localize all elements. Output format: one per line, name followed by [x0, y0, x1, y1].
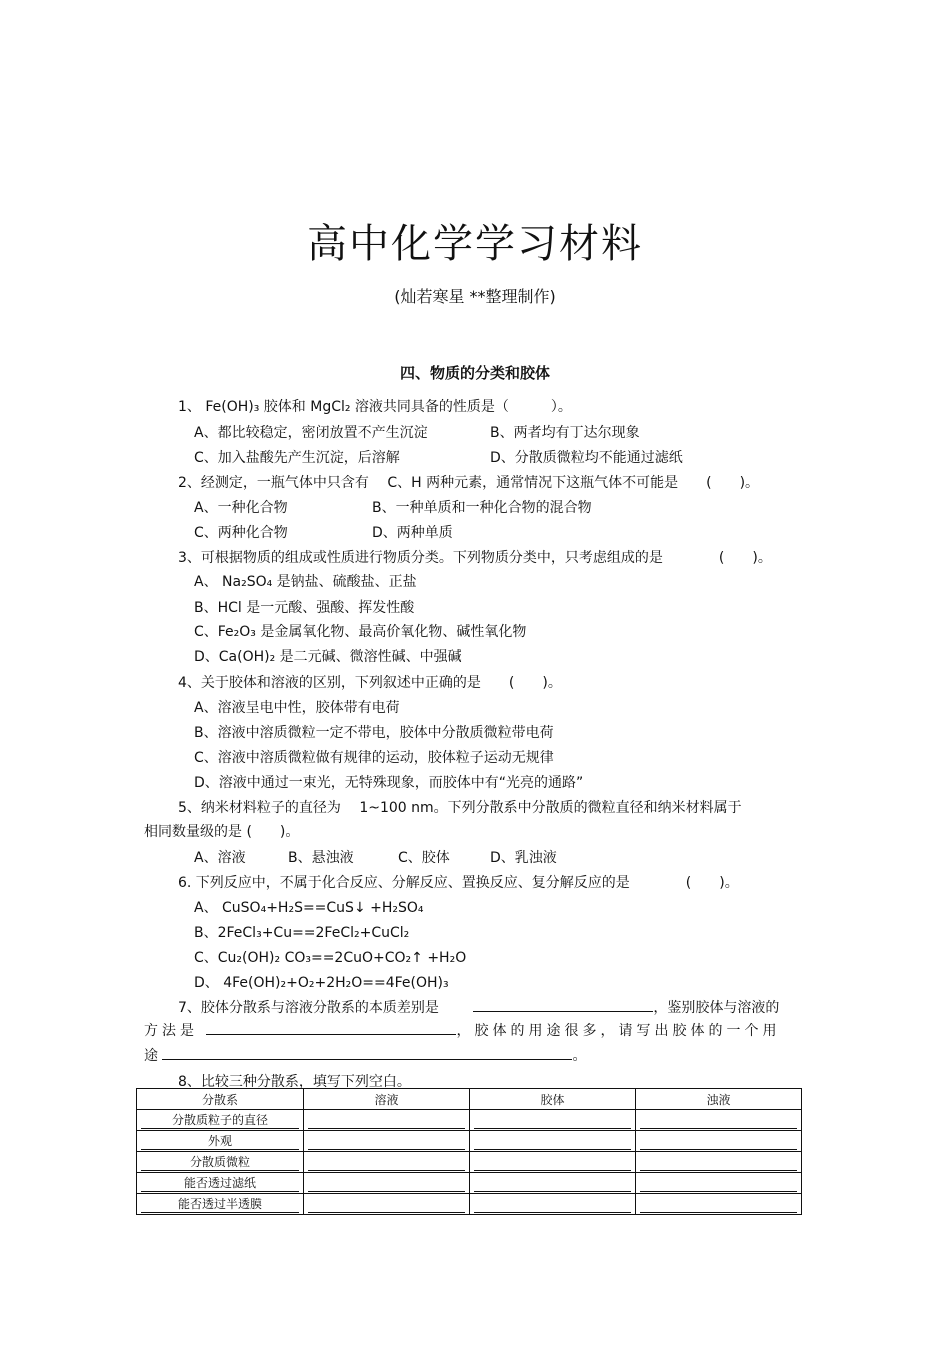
- q3-option-a: A、 Na₂SO₄ 是钠盐、硫酸盐、正盐: [194, 574, 417, 590]
- q3-option-d: D、Ca(OH)₂ 是二元碱、微溶性碱、中强碱: [194, 649, 462, 665]
- q6-option-b: B、2FeCl₃+Cu==2FeCl₂+CuCl₂: [194, 925, 410, 941]
- table-answer-cell[interactable]: [636, 1173, 802, 1194]
- q5-stem-continued: 相同数量级的是 ( )。: [144, 824, 300, 840]
- q7-blank-2[interactable]: [206, 1020, 456, 1035]
- q4-stem: 4、关于胶体和溶液的区别，下列叙述中正确的是 ( )。: [178, 675, 562, 691]
- q2-option-d: D、两种单质: [372, 525, 453, 541]
- table-answer-cell[interactable]: [636, 1110, 802, 1131]
- q1-option-d: D、分散质微粒均不能通过滤纸: [490, 450, 683, 466]
- table-row: [137, 1110, 802, 1131]
- q6-option-d: D、 4Fe(OH)₂+O₂+2H₂O==4Fe(OH)₃: [194, 975, 449, 991]
- q4-option-a: A、溶液呈电中性，胶体带有电荷: [194, 700, 400, 716]
- q7-text-5: 途: [144, 1048, 158, 1064]
- q6-option-c: C、Cu₂(OH)₂ CO₃==2CuO+CO₂↑ +H₂O: [194, 950, 467, 966]
- q4-option-c: C、溶液中溶质微粒做有规律的运动，胶体粒子运动无规律: [194, 750, 554, 766]
- q1-option-a: A、都比较稳定，密闭放置不产生沉淀: [194, 425, 428, 441]
- table-answer-cell[interactable]: [304, 1152, 470, 1173]
- dispersion-comparison-table: [136, 1088, 802, 1215]
- q7-text-3: 方法是: [144, 1023, 198, 1039]
- q7-text-6: 。: [572, 1048, 587, 1064]
- table-answer-cell[interactable]: [304, 1131, 470, 1152]
- q7-blank-3[interactable]: [162, 1045, 572, 1060]
- table-answer-cell[interactable]: [636, 1194, 802, 1215]
- table-row: [137, 1131, 802, 1152]
- q3-stem: 3、可根据物质的组成或性质进行物质分类。下列物质分类中，只考虑组成的是 ( )。: [178, 550, 772, 566]
- table-header-cell: 浊液: [636, 1089, 802, 1110]
- page-title: 高中化学学习材料: [307, 221, 643, 267]
- table-answer-cell[interactable]: [636, 1152, 802, 1173]
- table-header-cell: 胶体: [470, 1089, 636, 1110]
- table-header-cell: 溶液: [304, 1089, 470, 1110]
- table-row-label: 分散质微粒: [137, 1152, 304, 1173]
- q2-option-a: A、一种化合物: [194, 500, 288, 516]
- q6-stem: 6. 下列反应中，不属于化合反应、分解反应、置换反应、复分解反应的是 ( )。: [178, 875, 739, 891]
- table-answer-cell[interactable]: [304, 1173, 470, 1194]
- table-row-label: 分散质粒子的直径: [137, 1110, 304, 1131]
- q7-blank-1[interactable]: [473, 997, 653, 1012]
- table-row-label: 能否透过滤纸: [137, 1173, 304, 1194]
- q7-text-4: ，胶体的用途很多，请写出胶体的一个用: [456, 1023, 781, 1039]
- q4-option-b: B、溶液中溶质微粒一定不带电，胶体中分散质微粒带电荷: [194, 725, 554, 741]
- table-answer-cell[interactable]: [470, 1110, 636, 1131]
- q7-text-1: 7、胶体分散系与溶液分散系的本质差别是: [178, 1000, 439, 1016]
- table-row-label: 能否透过半透膜: [137, 1194, 304, 1215]
- q5-option-c: C、胶体: [398, 850, 450, 866]
- table-row: [137, 1173, 802, 1194]
- table-row: [137, 1194, 802, 1215]
- q2-option-b: B、一种单质和一种化合物的混合物: [372, 500, 592, 516]
- q5-option-a: A、溶液: [194, 850, 246, 866]
- section-title: 四、物质的分类和胶体: [399, 364, 550, 382]
- q7-line-3: [144, 1045, 586, 1065]
- q1-option-b: B、两者均有丁达尔现象: [490, 425, 640, 441]
- table-answer-cell[interactable]: [470, 1194, 636, 1215]
- table-answer-cell[interactable]: [636, 1131, 802, 1152]
- table-header-row: [137, 1089, 802, 1110]
- page-subtitle: (灿若寒星 **整理制作): [394, 287, 556, 306]
- table-answer-cell[interactable]: [470, 1152, 636, 1173]
- q2-option-c: C、两种化合物: [194, 525, 288, 541]
- q3-option-c: C、Fe₂O₃ 是金属氧化物、最高价氧化物、碱性氧化物: [194, 624, 527, 640]
- q8-stem: 8、比较三种分散系，填写下列空白。: [178, 1074, 411, 1090]
- table-answer-cell[interactable]: [304, 1194, 470, 1215]
- q5-option-b: B、悬浊液: [288, 850, 354, 866]
- table-answer-cell[interactable]: [470, 1173, 636, 1194]
- q2-stem: 2、经测定，一瓶气体中只含有 C、H 两种元素，通常情况下这瓶气体不可能是 ( )。: [178, 475, 760, 491]
- table-header-cell: 分散系: [137, 1089, 304, 1110]
- table-row-label: 外观: [137, 1131, 304, 1152]
- q7-line-2: [144, 1020, 780, 1040]
- q1-option-c: C、加入盐酸先产生沉淀，后溶解: [194, 450, 400, 466]
- q5-option-d: D、乳浊液: [490, 850, 557, 866]
- q1-stem: 1、 Fe(OH)₃ 胶体和 MgCl₂ 溶液共同具备的性质是（ ）。: [178, 399, 572, 415]
- q7-text-2: ，鉴别胶体与溶液的: [653, 1000, 780, 1016]
- table-answer-cell[interactable]: [470, 1131, 636, 1152]
- q4-option-d: D、溶液中通过一束光，无特殊现象，而胶体中有“光亮的通路”: [194, 775, 584, 791]
- q7-line-1: [178, 997, 779, 1017]
- q6-option-a: A、 CuSO₄+H₂S==CuS↓ +H₂SO₄: [194, 900, 424, 916]
- q3-option-b: B、HCl 是一元酸、强酸、挥发性酸: [194, 600, 415, 616]
- table-row: [137, 1152, 802, 1173]
- q5-stem: 5、纳米材料粒子的直径为 1~100 nm。下列分散系中分散质的微粒直径和纳米材料属于: [178, 800, 742, 816]
- table-answer-cell[interactable]: [304, 1110, 470, 1131]
